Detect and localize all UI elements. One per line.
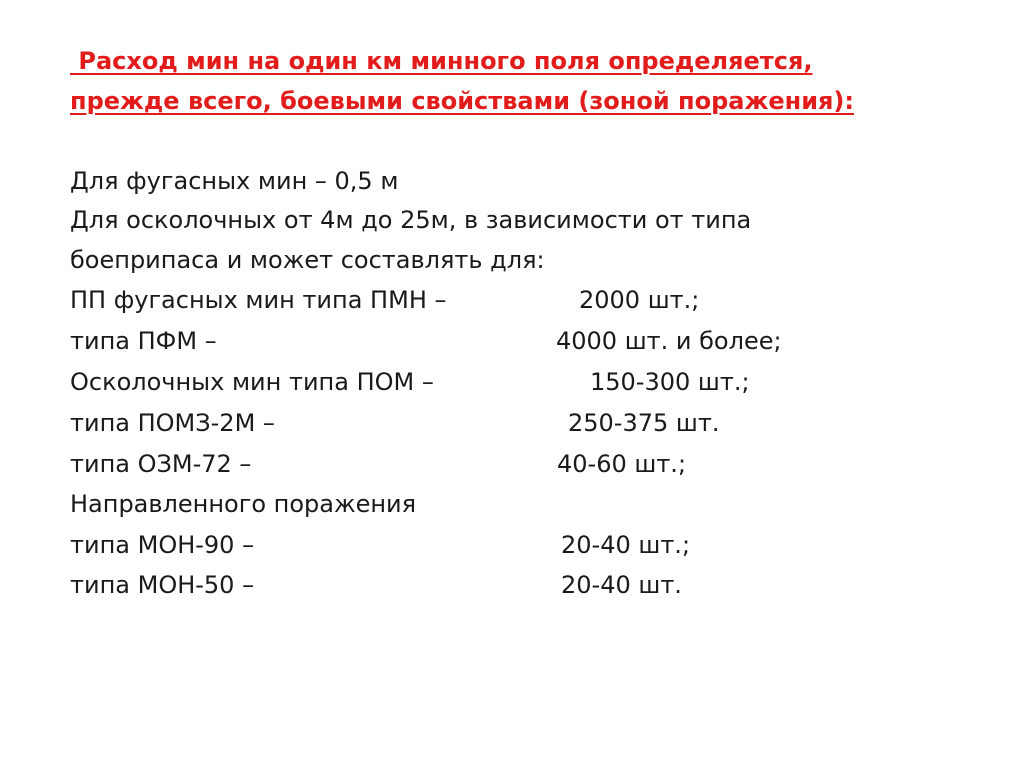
- slide-heading: [70, 41, 950, 121]
- mine-type-label: Осколочных мин типа ПОМ –: [70, 368, 434, 396]
- mine-count-value: 40-60 шт.;: [557, 450, 687, 478]
- heading-line-2: прежде всего, боевыми свойствами (зоной поражения):: [70, 87, 854, 115]
- mine-count-value: 20-40 шт.: [561, 571, 682, 599]
- mine-count-value: 2000 шт.;: [579, 286, 700, 314]
- mine-type-label: типа ОЗМ-72 –: [70, 450, 252, 478]
- intro-line: боеприпаса и может составлять для:: [70, 246, 545, 274]
- mine-count-value: 150-300 шт.;: [590, 368, 750, 396]
- heading-line-1: Расход мин на один км минного поля определяется,: [70, 47, 813, 75]
- mine-type-label: типа ПФМ –: [70, 327, 217, 355]
- mine-type-label: типа МОН-50 –: [70, 571, 255, 599]
- mine-type-label: типа ПОМЗ-2М –: [70, 409, 275, 437]
- mine-type-label: ПП фугасных мин типа ПМН –: [70, 286, 447, 314]
- intro-line: Для фугасных мин – 0,5 м: [70, 167, 399, 195]
- intro-line: Для осколочных от 4м до 25м, в зависимости от типа: [70, 206, 752, 234]
- mine-type-label: типа МОН-90 –: [70, 531, 255, 559]
- mine-group-label: Направленного поражения: [70, 490, 417, 518]
- mine-count-value: 4000 шт. и более;: [556, 327, 782, 355]
- mine-count-value: 20-40 шт.;: [561, 531, 691, 559]
- mine-count-value: 250-375 шт.: [568, 409, 720, 437]
